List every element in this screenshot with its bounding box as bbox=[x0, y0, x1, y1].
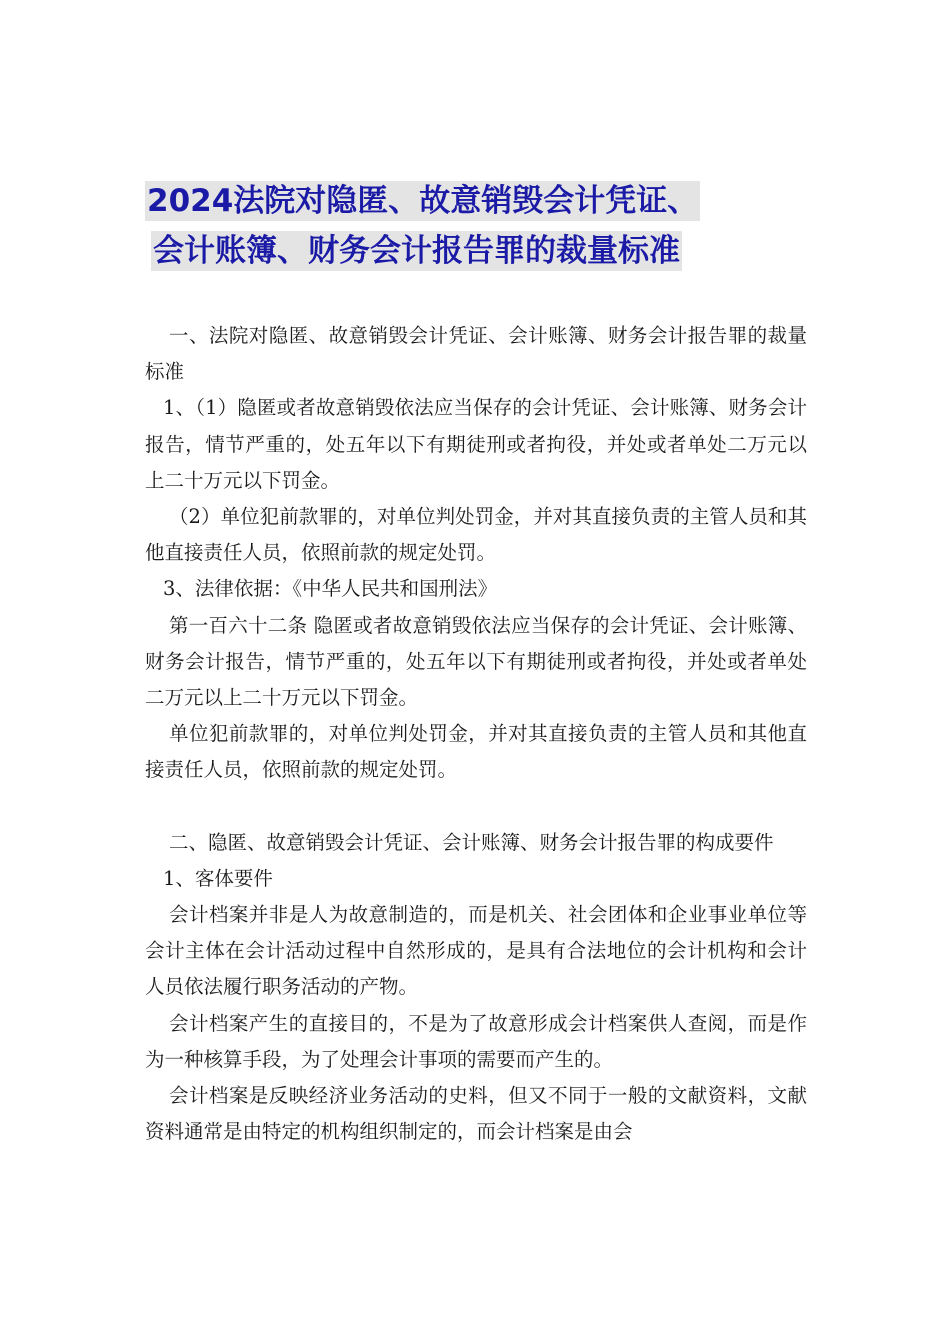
paragraph-gap bbox=[145, 789, 807, 825]
document-title bbox=[145, 176, 805, 276]
law-article: 第一百六十二条 隐匿或者故意销毁依法应当保存的会计凭证、会计账簿、财务会计报告，情节严重的，处五年以下有期徒刑或者拘役，并处或者单处二万元以上二十万元以下罚金。 bbox=[145, 613, 807, 710]
section-1-item-3: 3、法律依据：《中华人民共和国刑法》 bbox=[163, 577, 498, 601]
title-line-1 bbox=[145, 176, 805, 226]
section-2-subheading: 1、客体要件 bbox=[163, 866, 273, 890]
section-1-item-1: 1、（1）隐匿或者故意销毁依法应当保存的会计凭证、会计账簿、财务会计报告，情节严重的，处五年以下有期徒刑或者拘役，并处或者单处二万元以上二十万元以下罚金。 bbox=[145, 396, 807, 492]
section-2-paragraph-2: 会计档案产生的直接目的，不是为了故意形成会计档案供人查阅，而是作为一种核算手段，为了处理会计事项的需要而产生的。 bbox=[145, 1011, 807, 1071]
title-line-2 bbox=[145, 226, 805, 276]
section-1-item-2: （2）单位犯前款罪的，对单位判处罚金，并对其直接负责的主管人员和其他直接责任人员，依照前款的规定处罚。 bbox=[145, 505, 807, 565]
section-1-heading: 一、法院对隐匿、故意销毁会计凭证、会计账簿、财务会计报告罪的裁量标准 bbox=[145, 324, 807, 384]
title-line-2-text: 会计账簿、财务会计报告罪的裁量标准 bbox=[153, 233, 680, 269]
law-article-2: 单位犯前款罪的，对单位判处罚金，并对其直接负责的主管人员和其他直接责任人员，依照前款的规定处罚。 bbox=[145, 722, 807, 782]
title-line-1-text: 2024法院对隐匿、故意销毁会计凭证、 bbox=[147, 183, 699, 219]
section-2-paragraph-1: 会计档案并非是人为故意制造的，而是机关、社会团体和企业事业单位等会计主体在会计活动过程中自然形成的，是具有合法地位的会计机构和会计人员依法履行职务活动的产物。 bbox=[145, 903, 807, 999]
document-body bbox=[145, 318, 807, 1150]
section-2-heading: 二、隐匿、故意销毁会计凭证、会计账簿、财务会计报告罪的构成要件 bbox=[169, 830, 774, 854]
section-2-paragraph-3: 会计档案是反映经济业务活动的史料，但又不同于一般的文献资料，文献资料通常是由特定的机构组织制定的，而会计档案是由会 bbox=[145, 1084, 807, 1144]
